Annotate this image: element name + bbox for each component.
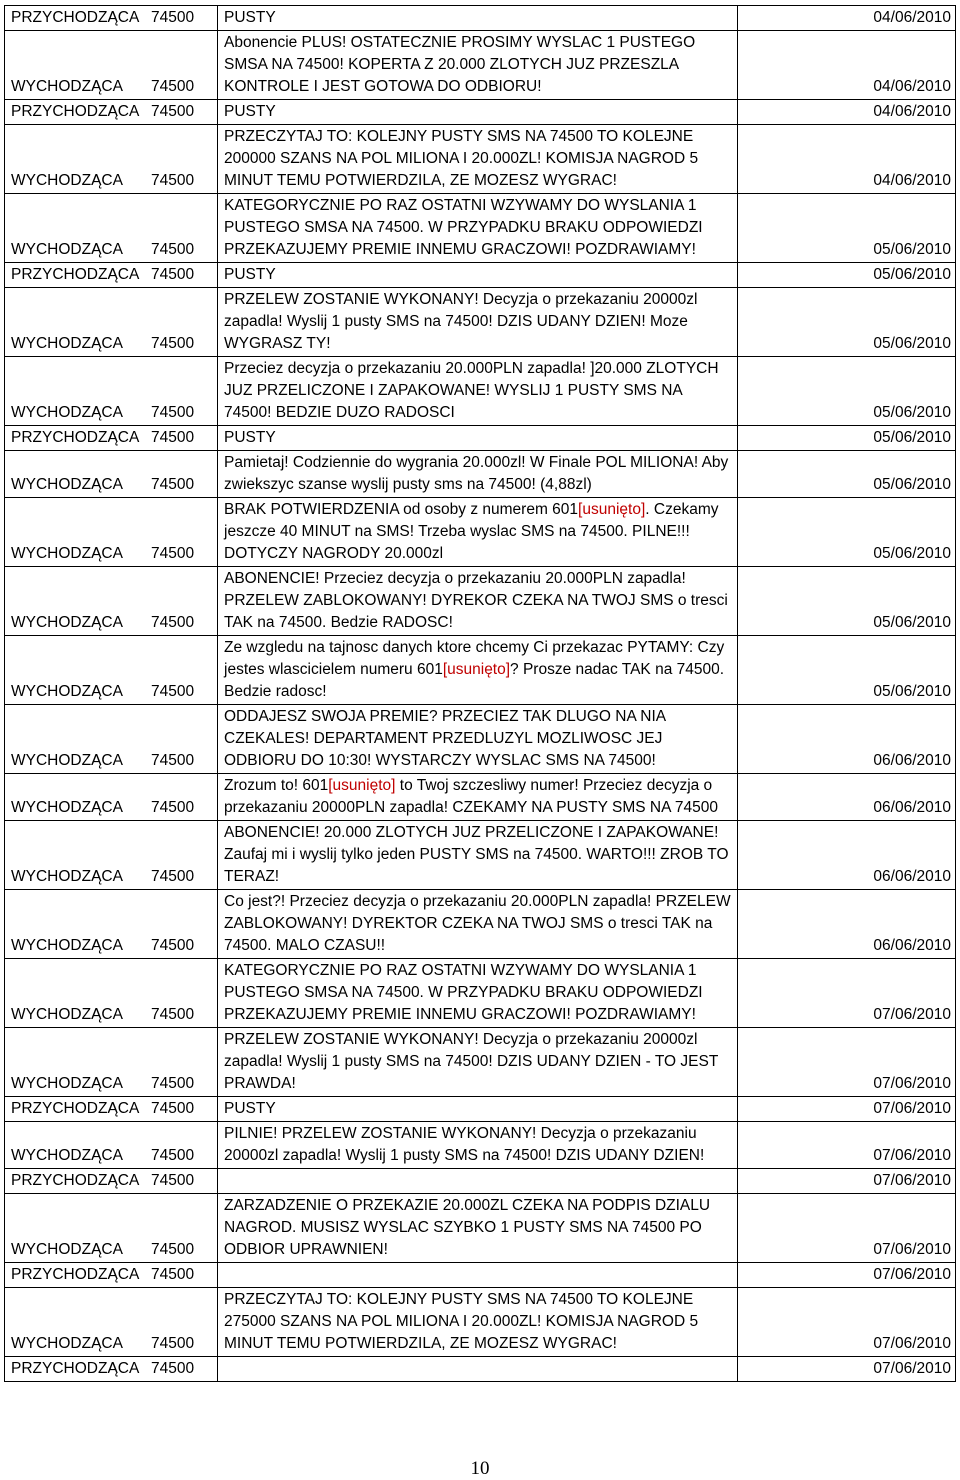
- message-cell: [218, 100, 738, 125]
- message-cell: [218, 1122, 738, 1169]
- date-cell: [738, 451, 956, 498]
- date-label: 04/06/2010: [873, 172, 951, 189]
- direction-cell: [5, 1169, 218, 1194]
- message-cell: [218, 1288, 738, 1357]
- phone-number: 74500: [151, 545, 195, 562]
- table-row: [5, 774, 956, 821]
- direction-label: PRZYCHODZĄCA: [11, 1266, 140, 1283]
- direction-label: PRZYCHODZĄCA: [11, 266, 140, 283]
- phone-number: 74500: [151, 266, 195, 283]
- direction-cell: [5, 774, 218, 821]
- date-label: 07/06/2010: [873, 1075, 951, 1092]
- date-cell: [738, 1288, 956, 1357]
- table-row: [5, 636, 956, 705]
- phone-number: 74500: [151, 1075, 195, 1092]
- message-cell: [218, 959, 738, 1028]
- date-label: 05/06/2010: [873, 614, 951, 631]
- redacted-number: [usunięto]: [442, 661, 511, 678]
- direction-label: WYCHODZĄCA: [11, 1335, 123, 1352]
- direction-cell: [5, 498, 218, 567]
- direction-label: WYCHODZĄCA: [11, 78, 123, 95]
- phone-number: 74500: [151, 1335, 195, 1352]
- direction-cell: [5, 357, 218, 426]
- message-text: Przeciez decyzja o przekazaniu 20.000PLN zapadla! ]20.000 ZLOTYCH JUZ PRZELICZONE I ZAPAKOWANE! WYSLIJ 1 PUSTY SMS NA 74500! BEDZIE DUZO RADOSCI: [224, 360, 719, 421]
- date-cell: [738, 6, 956, 31]
- date-cell: [738, 357, 956, 426]
- date-cell: [738, 1194, 956, 1263]
- date-cell: [738, 1122, 956, 1169]
- date-label: 07/06/2010: [873, 1335, 951, 1352]
- direction-cell: [5, 567, 218, 636]
- direction-label: WYCHODZĄCA: [11, 1006, 123, 1023]
- date-label: 07/06/2010: [873, 1147, 951, 1164]
- message-cell: [218, 288, 738, 357]
- date-cell: [738, 821, 956, 890]
- date-label: 06/06/2010: [873, 868, 951, 885]
- direction-label: PRZYCHODZĄCA: [11, 1100, 140, 1117]
- date-label: 04/06/2010: [873, 9, 951, 26]
- date-cell: [738, 263, 956, 288]
- phone-number: 74500: [151, 476, 195, 493]
- message-text: BRAK POTWIERDZENIA od osoby z numerem 601: [224, 501, 579, 518]
- direction-cell: [5, 1122, 218, 1169]
- phone-number: 74500: [151, 404, 195, 421]
- table-row: [5, 1194, 956, 1263]
- message-text: ABONENCIE! Przeciez decyzja o przekazaniu 20.000PLN zapadla! PRZELEW ZABLOKOWANY! DYREKOR CZEKA NA TWOJ SMS o tresci TAK na 74500. Bedzie RADOSC!: [224, 570, 728, 631]
- date-label: 05/06/2010: [873, 429, 951, 446]
- date-label: 04/06/2010: [873, 103, 951, 120]
- direction-cell: [5, 1097, 218, 1122]
- direction-label: WYCHODZĄCA: [11, 476, 123, 493]
- date-cell: [738, 1028, 956, 1097]
- date-cell: [738, 194, 956, 263]
- message-text: KATEGORYCZNIE PO RAZ OSTATNI WZYWAMY DO WYSLANIA 1 PUSTEGO SMSA NA 74500. W PRZYPADKU BRAKU ODPOWIEDZI PRZEKAZUJEMY PREMIE INNEMU GRACZOWI! POZDRAWIAMY!: [224, 962, 703, 1023]
- table-row: [5, 6, 956, 31]
- date-cell: [738, 890, 956, 959]
- date-cell: [738, 426, 956, 451]
- phone-number: 74500: [151, 1147, 195, 1164]
- date-cell: [738, 567, 956, 636]
- message-cell: [218, 890, 738, 959]
- date-cell: [738, 1357, 956, 1382]
- message-text: ABONENCIE! 20.000 ZLOTYCH JUZ PRZELICZONE I ZAPAKOWANE! Zaufaj mi i wyslij tylko jeden PUSTY SMS na 74500. WARTO!!! ZROB TO TERAZ!: [224, 824, 729, 885]
- sms-log-table: [4, 5, 956, 1382]
- message-cell: [218, 1357, 738, 1382]
- message-text: PUSTY: [224, 9, 276, 26]
- phone-number: 74500: [151, 1100, 195, 1117]
- message-cell: [218, 357, 738, 426]
- message-text: Co jest?! Przeciez decyzja o przekazaniu 20.000PLN zapadla! PRZELEW ZABLOKOWANY! DYREKTOR CZEKA NA TWOJ SMS o tresci TAK na 74500. MALO CZASU!!: [224, 893, 731, 954]
- phone-number: 74500: [151, 1241, 195, 1258]
- table-row: [5, 705, 956, 774]
- message-text: to Twoj szczesliwy numer! Przeciez decyzja o przekazaniu 20000PLN zapadla! CZEKAMY NA PUSTY SMS NA 74500: [224, 777, 718, 816]
- date-cell: [738, 1169, 956, 1194]
- date-label: 05/06/2010: [873, 683, 951, 700]
- direction-label: WYCHODZĄCA: [11, 404, 123, 421]
- table-row: [5, 821, 956, 890]
- redacted-number: [usunięto]: [328, 777, 396, 794]
- direction-label: WYCHODZĄCA: [11, 1241, 123, 1258]
- message-text: PUSTY: [224, 1100, 276, 1117]
- date-label: 07/06/2010: [873, 1172, 951, 1189]
- date-label: 05/06/2010: [873, 266, 951, 283]
- phone-number: 74500: [151, 241, 195, 258]
- message-text: Zrozum to! 601: [224, 777, 329, 794]
- date-label: 07/06/2010: [873, 1100, 951, 1117]
- direction-label: WYCHODZĄCA: [11, 868, 123, 885]
- direction-label: WYCHODZĄCA: [11, 683, 123, 700]
- date-cell: [738, 1263, 956, 1288]
- message-cell: [218, 705, 738, 774]
- phone-number: 74500: [151, 614, 195, 631]
- message-cell: [218, 567, 738, 636]
- direction-label: WYCHODZĄCA: [11, 545, 123, 562]
- date-label: 07/06/2010: [873, 1006, 951, 1023]
- table-row: [5, 263, 956, 288]
- date-cell: [738, 1097, 956, 1122]
- phone-number: 74500: [151, 335, 195, 352]
- message-text: PRZELEW ZOSTANIE WYKONANY! Decyzja o przekazaniu 20000zl zapadla! Wyslij 1 pusty SMS na 74500! DZIS UDANY DZIEN - TO JEST PRAWDA!: [224, 1031, 719, 1092]
- phone-number: 74500: [151, 103, 195, 120]
- table-row: [5, 890, 956, 959]
- date-label: 07/06/2010: [873, 1266, 951, 1283]
- date-label: 06/06/2010: [873, 799, 951, 816]
- message-cell: [218, 6, 738, 31]
- phone-number: 74500: [151, 1266, 195, 1283]
- message-cell: [218, 774, 738, 821]
- redacted-number: [usunięto]: [578, 501, 646, 518]
- table-row: [5, 125, 956, 194]
- direction-cell: [5, 636, 218, 705]
- direction-label: PRZYCHODZĄCA: [11, 1172, 140, 1189]
- phone-number: 74500: [151, 868, 195, 885]
- direction-cell: [5, 451, 218, 498]
- direction-label: WYCHODZĄCA: [11, 1075, 123, 1092]
- direction-label: WYCHODZĄCA: [11, 752, 123, 769]
- direction-label: WYCHODZĄCA: [11, 1147, 123, 1164]
- direction-label: WYCHODZĄCA: [11, 937, 123, 954]
- date-label: 04/06/2010: [873, 78, 951, 95]
- date-cell: [738, 31, 956, 100]
- table-row: [5, 498, 956, 567]
- phone-number: 74500: [151, 172, 195, 189]
- table-row: [5, 1122, 956, 1169]
- message-cell: [218, 31, 738, 100]
- table-row: [5, 1028, 956, 1097]
- message-cell: [218, 263, 738, 288]
- message-cell: [218, 194, 738, 263]
- message-text: ZARZADZENIE O PRZEKAZIE 20.000ZL CZEKA NA PODPIS DZIALU NAGROD. MUSISZ WYSLAC SZYBKO 1 PUSTY SMS NA 74500 PO ODBIOR UPRAWNIEN!: [224, 1197, 711, 1258]
- direction-cell: [5, 6, 218, 31]
- table-row: [5, 426, 956, 451]
- date-label: 07/06/2010: [873, 1360, 951, 1377]
- direction-cell: [5, 263, 218, 288]
- message-text: Ze wzgledu na tajnosc danych ktore chcemy Ci przekazac PYTAMY: Czy jestes wlascicielem numeru 601: [224, 639, 725, 678]
- direction-cell: [5, 31, 218, 100]
- direction-cell: [5, 1194, 218, 1263]
- direction-cell: [5, 821, 218, 890]
- date-label: 06/06/2010: [873, 752, 951, 769]
- phone-number: 74500: [151, 799, 195, 816]
- direction-label: WYCHODZĄCA: [11, 799, 123, 816]
- direction-label: WYCHODZĄCA: [11, 335, 123, 352]
- date-cell: [738, 125, 956, 194]
- table-row: [5, 1288, 956, 1357]
- phone-number: 74500: [151, 9, 195, 26]
- date-label: 05/06/2010: [873, 545, 951, 562]
- date-label: 05/06/2010: [873, 404, 951, 421]
- direction-label: WYCHODZĄCA: [11, 614, 123, 631]
- direction-label: WYCHODZĄCA: [11, 172, 123, 189]
- date-label: 07/06/2010: [873, 1241, 951, 1258]
- message-cell: [218, 451, 738, 498]
- message-text: PUSTY: [224, 429, 276, 446]
- direction-cell: [5, 890, 218, 959]
- message-cell: [218, 498, 738, 567]
- direction-label: PRZYCHODZĄCA: [11, 9, 140, 26]
- table-row: [5, 100, 956, 125]
- message-text: KATEGORYCZNIE PO RAZ OSTATNI WZYWAMY DO WYSLANIA 1 PUSTEGO SMSA NA 74500. W PRZYPADKU BRAKU ODPOWIEDZI PRZEKAZUJEMY PREMIE INNEMU GRACZOWI! POZDRAWIAMY!: [224, 197, 703, 258]
- date-label: 05/06/2010: [873, 241, 951, 258]
- message-cell: [218, 1028, 738, 1097]
- table-row: [5, 1169, 956, 1194]
- table-row: [5, 357, 956, 426]
- message-text: PUSTY: [224, 266, 276, 283]
- date-label: 06/06/2010: [873, 937, 951, 954]
- direction-label: PRZYCHODZĄCA: [11, 429, 140, 446]
- direction-label: PRZYCHODZĄCA: [11, 1360, 140, 1377]
- table-row: [5, 451, 956, 498]
- page-number: 10: [470, 1458, 490, 1479]
- phone-number: 74500: [151, 429, 195, 446]
- message-text: PRZECZYTAJ TO: KOLEJNY PUSTY SMS NA 74500 TO KOLEJNE 200000 SZANS NA POL MILIONA I 20.000ZL! KOMISJA NAGROD 5 MINUT TEMU POTWIERDZILA, ZE MOZESZ WYGRAC!: [224, 128, 699, 189]
- direction-cell: [5, 426, 218, 451]
- direction-cell: [5, 1357, 218, 1382]
- phone-number: 74500: [151, 683, 195, 700]
- date-cell: [738, 288, 956, 357]
- message-text: . Czekamy jeszcze 40 MINUT na SMS! Trzeba wyslac SMS na 74500. PILNE!!! DOTYCZY NAGRODY 20.000zl: [224, 501, 719, 562]
- message-text: PRZECZYTAJ TO: KOLEJNY PUSTY SMS NA 74500 TO KOLEJNE 275000 SZANS NA POL MILIONA I 20.000ZL! KOMISJA NAGROD 5 MINUT TEMU POTWIERDZILA, ZE MOZESZ WYGRAC!: [224, 1291, 699, 1352]
- date-label: 05/06/2010: [873, 476, 951, 493]
- date-cell: [738, 636, 956, 705]
- message-cell: [218, 1194, 738, 1263]
- direction-label: WYCHODZĄCA: [11, 241, 123, 258]
- date-cell: [738, 959, 956, 1028]
- message-cell: [218, 1263, 738, 1288]
- message-text: Pamietaj! Codziennie do wygrania 20.000zl! W Finale POL MILIONA! Aby zwiekszyc szanse wyslij pusty sms na 74500! (4,88zl): [224, 454, 729, 493]
- message-text: PUSTY: [224, 103, 276, 120]
- sms-log-body: [5, 6, 956, 1382]
- phone-number: 74500: [151, 1172, 195, 1189]
- message-cell: [218, 125, 738, 194]
- table-row: [5, 959, 956, 1028]
- direction-cell: [5, 288, 218, 357]
- direction-cell: [5, 125, 218, 194]
- phone-number: 74500: [151, 1360, 195, 1377]
- message-text: PILNIE! PRZELEW ZOSTANIE WYKONANY! Decyzja o przekazaniu 20000zl zapadla! Wyslij 1 pusty SMS na 74500! DZIS UDANY DZIEN!: [224, 1125, 705, 1164]
- date-cell: [738, 498, 956, 567]
- direction-cell: [5, 1263, 218, 1288]
- date-cell: [738, 774, 956, 821]
- table-row: [5, 1357, 956, 1382]
- direction-cell: [5, 194, 218, 263]
- table-row: [5, 31, 956, 100]
- message-cell: [218, 821, 738, 890]
- message-text: ? Prosze nadac TAK na 74500. Bedzie radosc!: [224, 661, 725, 700]
- phone-number: 74500: [151, 937, 195, 954]
- table-row: [5, 1097, 956, 1122]
- date-cell: [738, 100, 956, 125]
- phone-number: 74500: [151, 752, 195, 769]
- message-text: PRZELEW ZOSTANIE WYKONANY! Decyzja o przekazaniu 20000zl zapadla! Wyslij 1 pusty SMS na 74500! DZIS UDANY DZIEN! Moze WYGRASZ TY!: [224, 291, 698, 352]
- phone-number: 74500: [151, 1006, 195, 1023]
- message-text: ODDAJESZ SWOJA PREMIE? PRZECIEZ TAK DLUGO NA NIA CZEKALES! DEPARTAMENT PRZEDLUZYL MOZLIWOSC JEJ ODBIORU DO 10:30! WYSTARCZY WYSLAC SMS NA 74500!: [224, 708, 666, 769]
- message-text: Abonencie PLUS! OSTATECZNIE PROSIMY WYSLAC 1 PUSTEGO SMSA NA 74500! KOPERTA Z 20.000 ZLOTYCH JUZ PRZESZLA KONTROLE I JEST GOTOWA DO ODBIORU!: [224, 34, 696, 95]
- table-row: [5, 288, 956, 357]
- message-cell: [218, 636, 738, 705]
- direction-cell: [5, 100, 218, 125]
- table-row: [5, 1263, 956, 1288]
- message-cell: [218, 426, 738, 451]
- direction-cell: [5, 1028, 218, 1097]
- table-row: [5, 567, 956, 636]
- message-cell: [218, 1169, 738, 1194]
- date-cell: [738, 705, 956, 774]
- direction-cell: [5, 1288, 218, 1357]
- direction-cell: [5, 959, 218, 1028]
- direction-label: PRZYCHODZĄCA: [11, 103, 140, 120]
- message-cell: [218, 1097, 738, 1122]
- date-label: 05/06/2010: [873, 335, 951, 352]
- phone-number: 74500: [151, 78, 195, 95]
- direction-cell: [5, 705, 218, 774]
- table-row: [5, 194, 956, 263]
